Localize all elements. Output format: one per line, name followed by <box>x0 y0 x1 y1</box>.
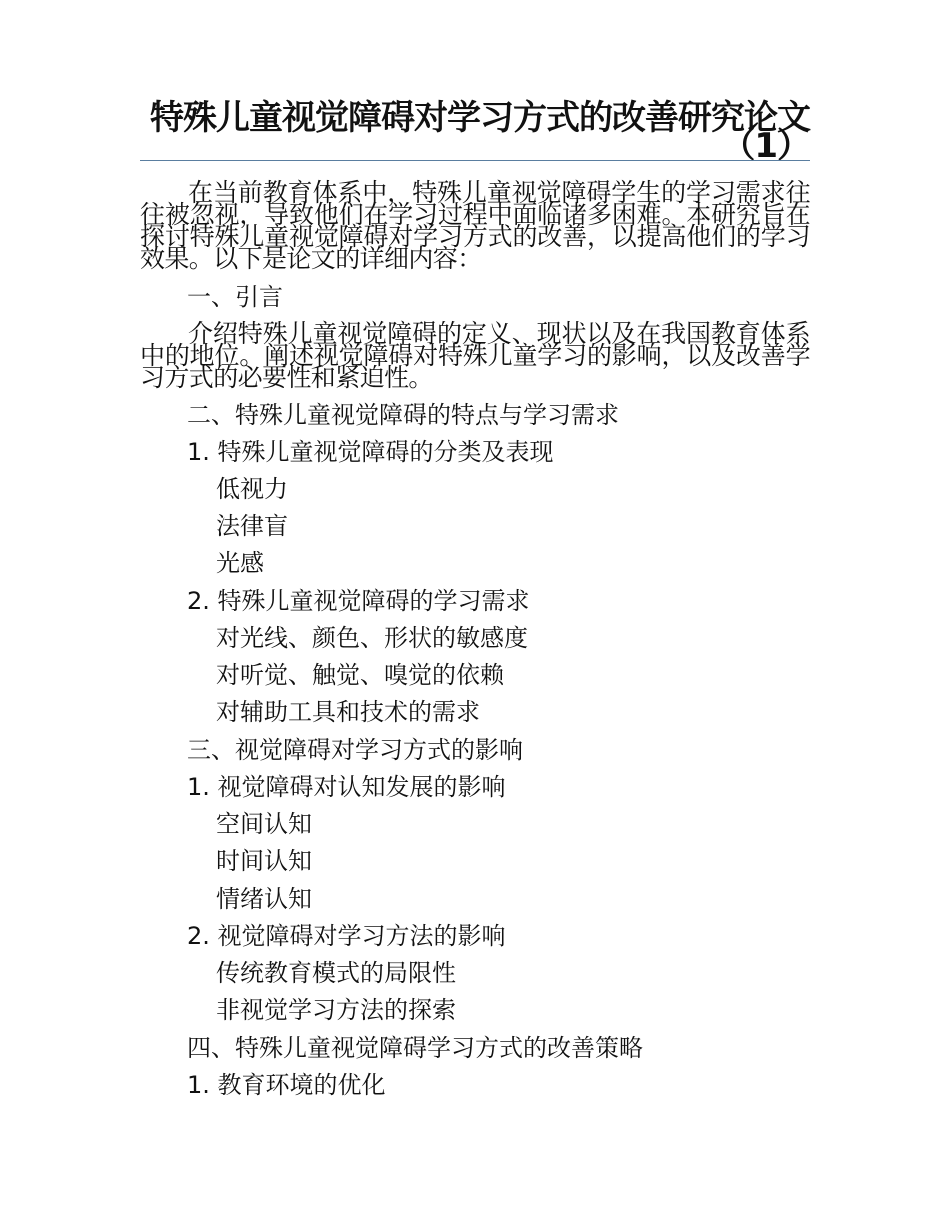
list-item: 空间认知 <box>216 810 312 838</box>
list-item: 非视觉学习方法的探索 <box>216 996 456 1024</box>
list-item: 对光线、颜色、形状的敏感度 <box>216 624 528 652</box>
subsection-cognitive-development: 1. 视觉障碍对认知发展的影响 <box>187 773 506 801</box>
list-item: 对听觉、触觉、嗅觉的依赖 <box>216 661 504 689</box>
list-item: 光感 <box>216 549 264 577</box>
list-item: 低视力 <box>216 475 288 503</box>
document-title: 特殊儿童视觉障碍对学习方式的改善研究论文（1） <box>150 98 810 166</box>
list-item: 时间认知 <box>216 847 312 875</box>
list-item: 对辅助工具和技术的需求 <box>216 698 480 726</box>
section-heading-introduction: 一、引言 <box>187 283 283 311</box>
subsection-learning-needs: 2. 特殊儿童视觉障碍的学习需求 <box>187 587 530 615</box>
list-item: 法律盲 <box>216 512 288 540</box>
section-heading-characteristics: 二、特殊儿童视觉障碍的特点与学习需求 <box>187 401 619 429</box>
introduction-paragraph: 介绍特殊儿童视觉障碍的定义、现状以及在我国教育体系中的地位。阐述视觉障碍对特殊儿童学习的影响，以及改善学习方式的必要性和紧迫性。 <box>140 319 810 392</box>
intro-paragraph: 在当前教育体系中，特殊儿童视觉障碍学生的学习需求往往被忽视，导致他们在学习过程中面临诸多困难。本研究旨在探讨特殊儿童视觉障碍对学习方式的改善，以提高他们的学习效果。以下是论文的详细内容： <box>140 178 810 273</box>
subsection-learning-methods: 2. 视觉障碍对学习方法的影响 <box>187 922 506 950</box>
title-underline <box>140 160 810 161</box>
section-heading-strategies: 四、特殊儿童视觉障碍学习方式的改善策略 <box>187 1034 643 1062</box>
list-item: 传统教育模式的局限性 <box>216 959 456 987</box>
subsection-classification: 1. 特殊儿童视觉障碍的分类及表现 <box>187 438 554 466</box>
list-item: 情绪认知 <box>216 885 312 913</box>
subsection-environment: 1. 教育环境的优化 <box>187 1071 386 1099</box>
section-heading-impact: 三、视觉障碍对学习方式的影响 <box>187 736 523 764</box>
